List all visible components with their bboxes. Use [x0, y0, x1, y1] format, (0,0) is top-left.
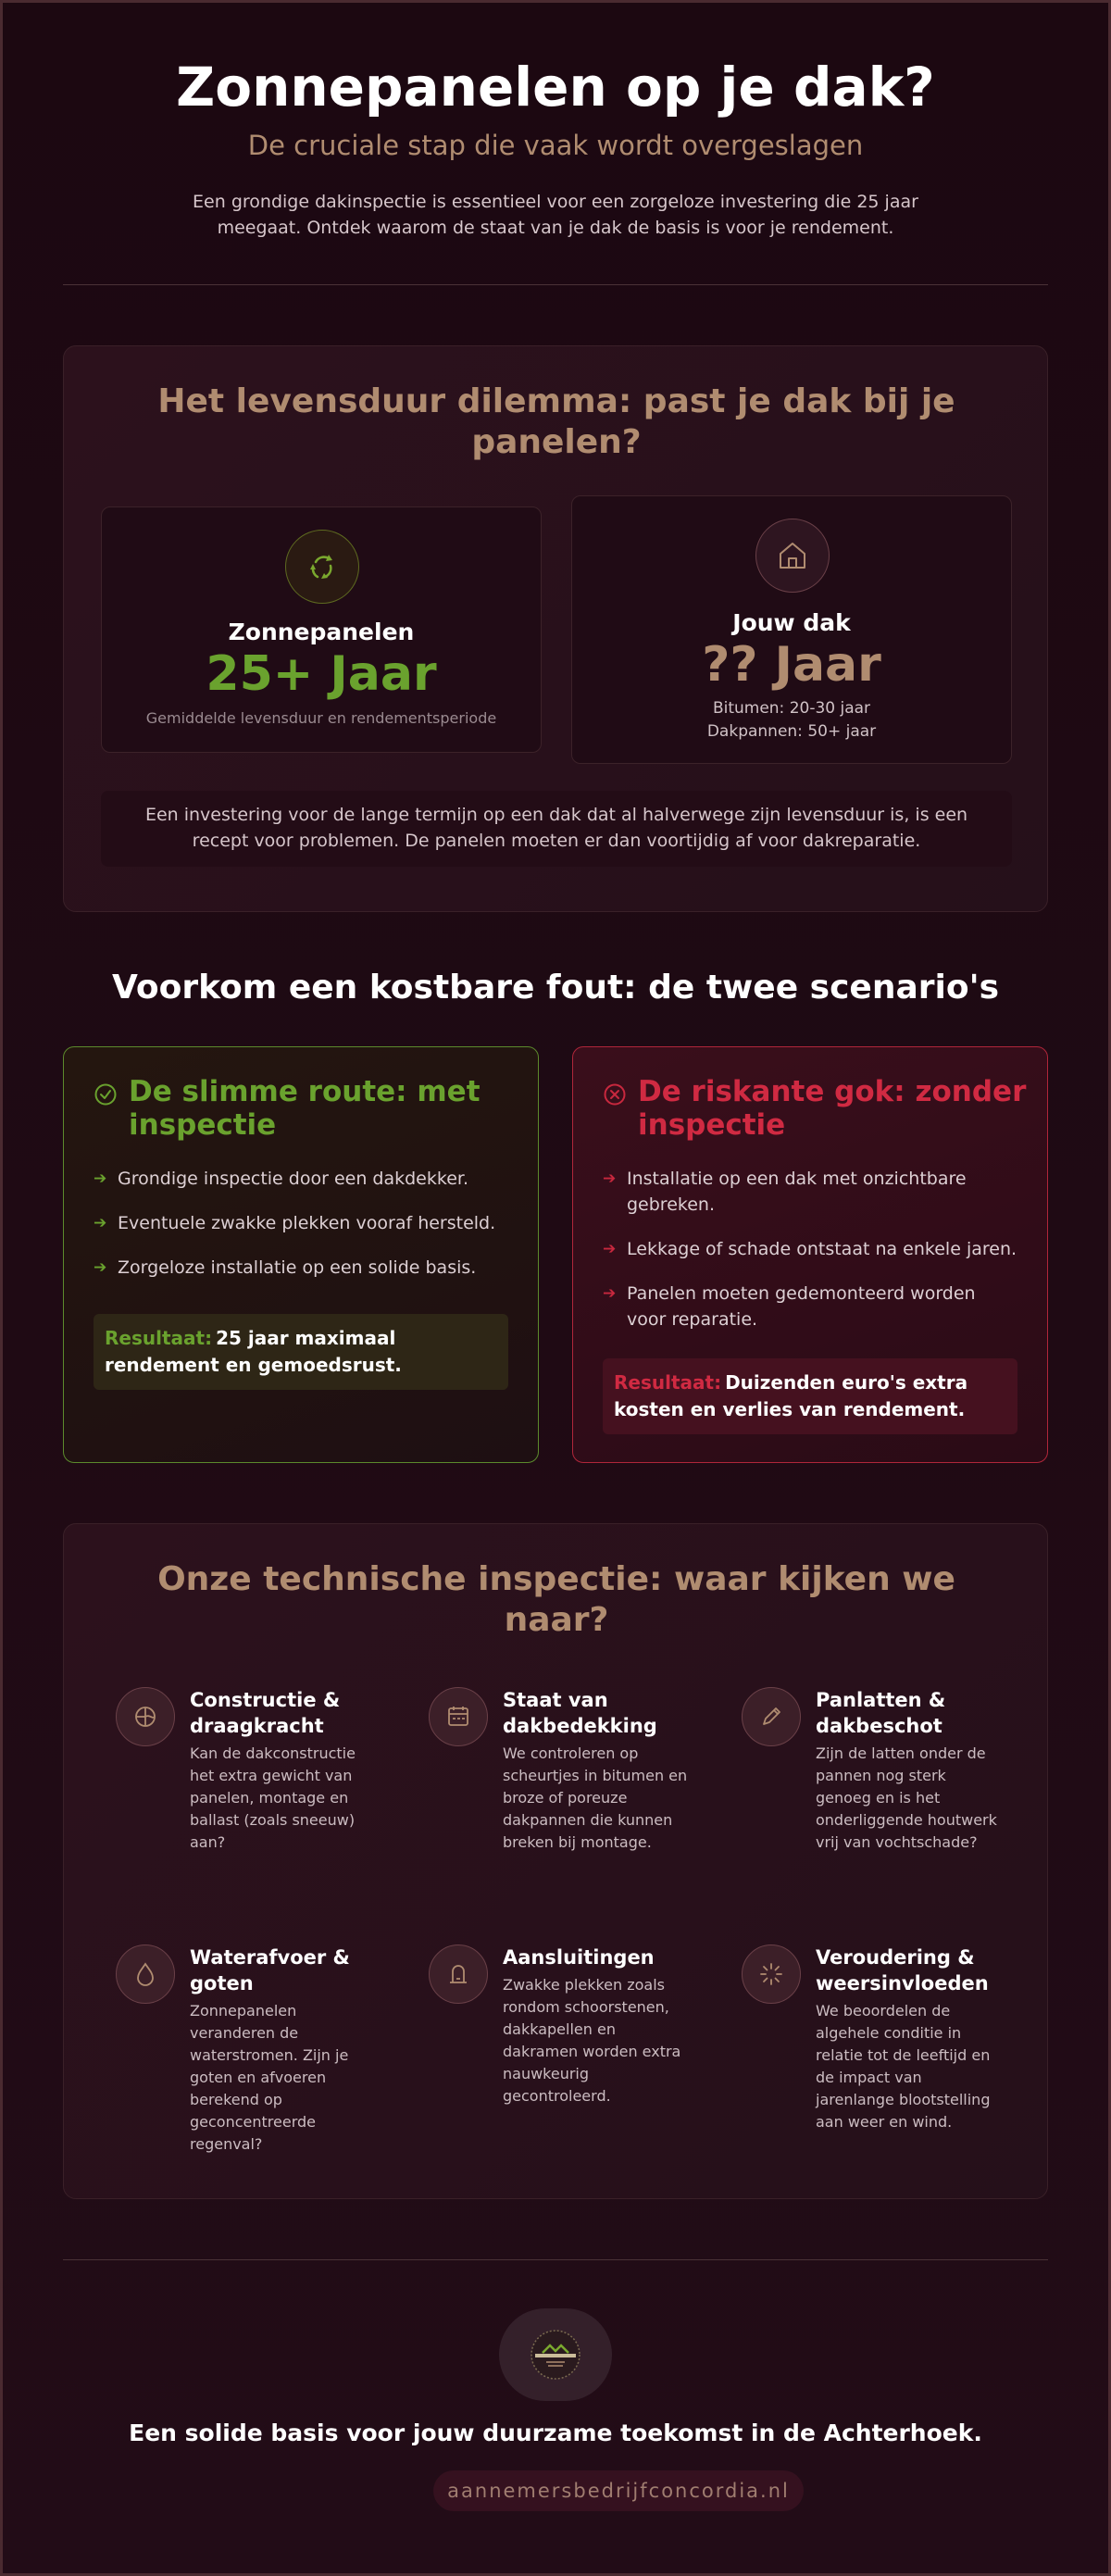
list-item: ➔ Zorgeloze installatie op een solide basis. [94, 1257, 477, 1278]
list-item: ➔ Installatie op een dak met onzichtbare gebreken. [603, 1169, 967, 1215]
roof-covering-icon [429, 1687, 488, 1746]
panels-label: Zonnepanelen [228, 619, 415, 645]
inspection-item-title: Constructie & draagkracht [190, 1689, 341, 1737]
structure-icon [116, 1687, 175, 1746]
page-title: Zonnepanelen op je dak? [176, 56, 935, 119]
droplet-icon [116, 1945, 175, 2004]
inspection-item-text: Kan de dakconstructie het extra gewicht van panelen, montage en ballast (zoals sneeuw) aan? [190, 1744, 356, 1851]
panels-lifespan-value: 25+ Jaar [206, 646, 437, 702]
inspection-item-title: Waterafvoer & goten [190, 1946, 350, 1995]
list-item: ➔ Eventuele zwakke plekken vooraf hersteld. [94, 1213, 496, 1233]
roof-bitumen-line: Bitumen: 20-30 jaar [712, 699, 871, 718]
scenario-good-result [94, 1314, 508, 1390]
inspection-item-text: We controleren op scheurtjes in bitumen en broze of poreuze dakpannen die kunnen breken bij montage. [503, 1744, 688, 1851]
inspection-panel [63, 1523, 1048, 2199]
result-label: Resultaat: [614, 1371, 722, 1394]
scenario-bad-list [603, 1166, 1019, 1351]
lifespan-section [63, 345, 1048, 912]
house-icon [755, 519, 830, 593]
result-text: 25 jaar maximaal rendement en gemoedsrust. [105, 1327, 402, 1376]
pencil-icon [742, 1687, 801, 1746]
chimney-icon [429, 1945, 488, 2004]
scenario-good-list [94, 1166, 510, 1299]
result-label: Resultaat: [105, 1327, 213, 1349]
check-circle-icon [94, 1082, 118, 1107]
inspection-title: Onze technische inspectie: waar kijken we naar? [157, 1560, 955, 1639]
weather-icon [742, 1945, 801, 2004]
footer-tagline: Een solide basis voor jouw duurzame toekomst in de Achterhoek. [129, 2420, 982, 2446]
header [63, 0, 1048, 296]
recycle-icon [285, 530, 359, 604]
inspection-item-text: Zijn de latten onder de pannen nog sterk genoeg en is het onderliggende houtwerk vrij van vochtschade? [816, 1744, 997, 1851]
website-link[interactable]: aannemersbedrijfconcordia.nl [433, 2470, 804, 2511]
inspection-item-text: Zwakke plekken zoals rondom schoorstenen, dakkapellen en dakramen worden extra nauwkeurig gecontroleerd. [503, 1976, 681, 2105]
roof-tiles-line: Dakpannen: 50+ jaar [706, 722, 877, 741]
x-circle-icon [603, 1082, 627, 1107]
page-subtitle: De cruciale stap die vaak wordt overgeslagen [247, 130, 864, 161]
inspection-item-text: Zonnepanelen veranderen de waterstromen. Zijn je goten en afvoeren berekend op geconcentreerde regenval? [190, 2002, 349, 2153]
divider [63, 284, 1048, 285]
intro-text: Een grondige dakinspectie is essentieel voor een zorgeloze investering die 25 jaar meegaat. Ontdek waarom de staat van je dak de basis is voor je rendement. [193, 192, 918, 238]
inspection-item-text: We beoordelen de algehele conditie in relatie tot de leeftijd en de impact van jarenlange blootstelling aan weer en wind. [816, 2002, 991, 2131]
list-item: ➔ Grondige inspectie door een dakdekker. [94, 1169, 468, 1189]
scenario-bad [572, 1046, 1048, 1463]
inspection-item-title: Staat van dakbedekking [503, 1689, 657, 1737]
panels-card [101, 506, 542, 753]
scenario-good-title: De slimme route: met inspectie [129, 1075, 481, 1142]
roof-card [571, 495, 1012, 764]
lifespan-note: Een investering voor de lange termijn op een dak dat al halverwege zijn levensduur is, is een recept voor problemen. De panelen moeten er dan voortijdig af voor dakreparatie. [101, 791, 1012, 867]
list-item: ➔ Panelen moeten gedemonteerd worden voor reparatie. [603, 1283, 976, 1330]
lifespan-panel [63, 345, 1048, 912]
scenario-good [63, 1046, 539, 1463]
list-item: ➔ Lekkage of schade ontstaat na enkele jaren. [603, 1239, 1017, 1259]
inspection-section [63, 1523, 1048, 2199]
lifespan-title: Het levensduur dilemma: past je dak bij je panelen? [157, 382, 955, 461]
inspection-item-title: Aansluitingen [503, 1946, 655, 1969]
scenario-bad-result [603, 1358, 1017, 1434]
scenarios-section [63, 963, 1048, 1472]
inspection-item-title: Panlatten & dakbeschot [816, 1689, 946, 1737]
roof-lifespan-value: ?? Jaar [702, 637, 881, 693]
panels-caption: Gemiddelde levensduur en rendementsperiode [145, 709, 497, 727]
result-text: Duizenden euro's extra kosten en verlies van rendement. [614, 1371, 968, 1420]
roof-label: Jouw dak [732, 609, 851, 636]
scenario-bad-title: De riskante gok: zonder inspectie [638, 1075, 1027, 1142]
inspection-item-title: Veroudering & weersinvloeden [816, 1946, 989, 1995]
scenarios-title: Voorkom een kostbare fout: de twee scenario's [111, 969, 1000, 1007]
